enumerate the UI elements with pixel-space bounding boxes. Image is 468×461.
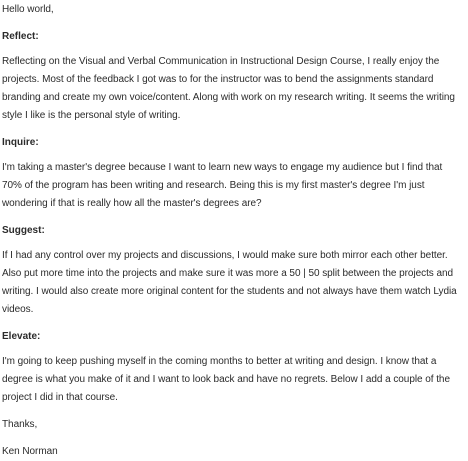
greeting: Hello world,	[2, 4, 54, 15]
reflect-heading: Reflect:	[2, 31, 39, 42]
suggest-heading: Suggest:	[2, 225, 45, 236]
reflect-paragraph: Reflecting on the Visual and Verbal Communication in Instructional Design Course, I really enjoy the projects. Most of the feedback I got was to for the instructor was to bend the assignments standard branding and create my own voice/content. Along with work on my research writing. It seems the writing style I like is the personal style of writing.	[2, 56, 455, 121]
closing: Thanks,	[2, 419, 38, 430]
elevate-paragraph: I'm going to keep pushing myself in the coming months to better at writing and design. I know that a degree is what you make of it and I want to look back and have no regrets. Below I add a couple of the project I did in that course.	[2, 356, 450, 403]
elevate-heading: Elevate:	[2, 331, 41, 342]
suggest-paragraph: If I had any control over my projects and discussions, I would make sure both mirror each other better. Also put more time into the projects and make sure it was more a 50 | 50 split between the projects and writing. I would also create more original content for the students and not always have them watch Lydia videos.	[2, 250, 457, 315]
inquire-paragraph: I'm taking a master's degree because I want to learn new ways to engage my audience but I find that 70% of the program has been writing and research. Being this is my first master's degree I'm just wondering if that is really how all the master's degrees are?	[2, 162, 443, 209]
signature: Ken Norman	[2, 446, 58, 457]
inquire-heading: Inquire:	[2, 137, 39, 148]
